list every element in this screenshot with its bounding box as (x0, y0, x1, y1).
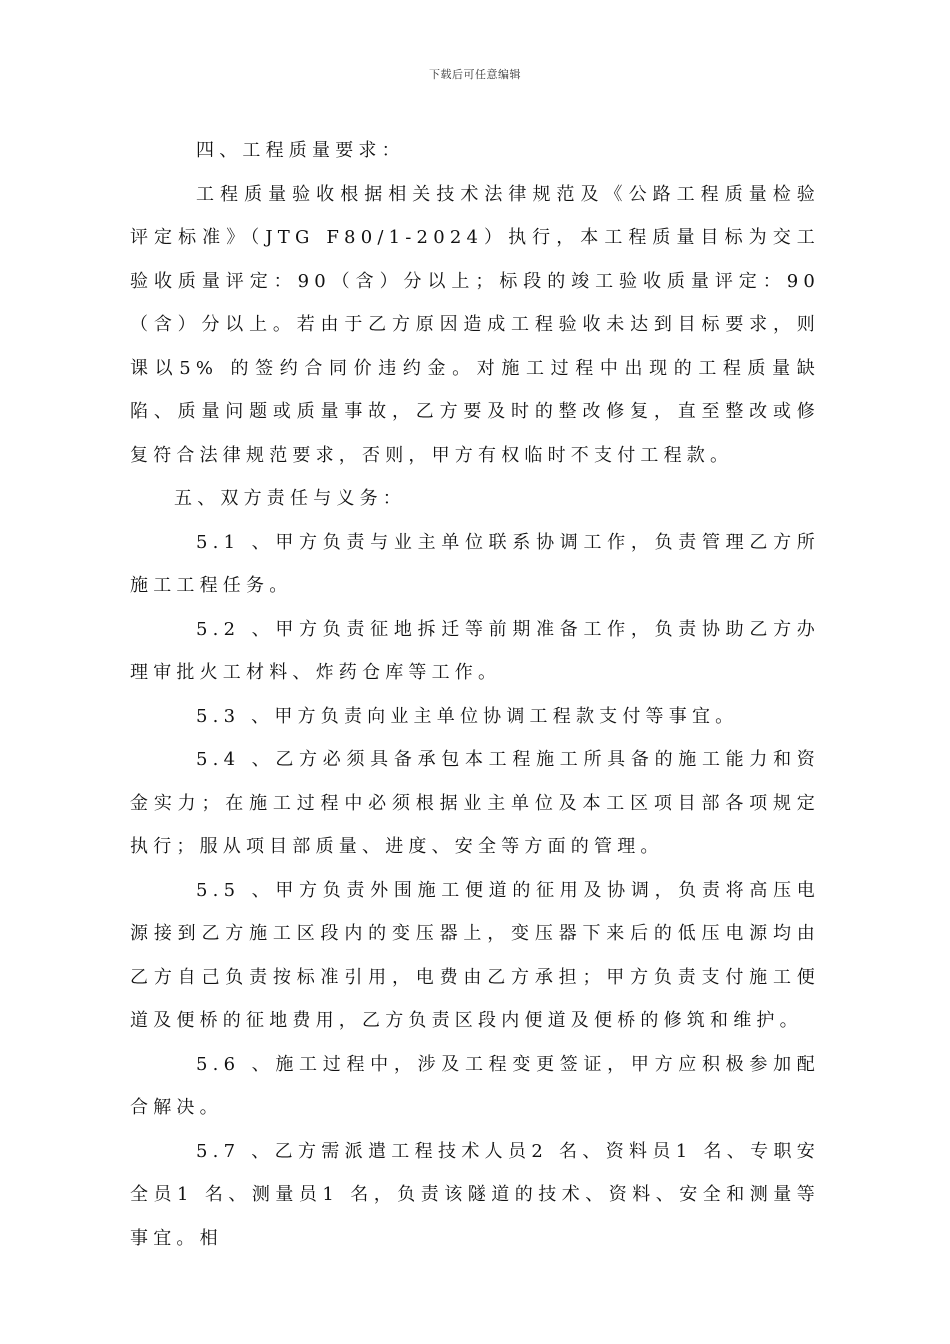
clause-5-3: 5.3 、甲方负责向业主单位协调工程款支付等事宜。 (196, 705, 739, 727)
clause-5-4: 5.4 、乙方必须具备承包本工程施工所具备的施工能力和资金实力；在施工过程中必须根据业主单位及本工区项目部各项规定执行；服从项目部质量、进度、安全等方面的管理。 (130, 749, 820, 857)
clause-5-2: 5.2 、甲方负责征地拆迁等前期准备工作，负责协助乙方办理审批火工材料、炸药仓库等工作。 (130, 618, 820, 683)
page-header: 下载后可任意编辑 (429, 68, 521, 81)
section-4-body: 工程质量验收根据相关技术法律规范及《公路工程质量检验评定标准》（JTG F80/1-2024）执行，本工程质量目标为交工验收质量评定：90（含）分以上；标段的竣工验收质量评定：90（含）分以上。若由于乙方原因造成工程验收未达到目标要求，则课以5% 的签约合同价违约金。对施工过程中出现的工程质量缺陷、质量问题或质量事故，乙方要及时的整改修复，直至整改或修复符合法律规范要求，否则，甲方有权临时不支付工程款。 (130, 183, 820, 466)
section-5-title: 五、双方责任与义务： (174, 488, 406, 509)
clause-5-7: 5.7 、乙方需派遣工程技术人员2 名、资料员1 名、专职安全员1 名、测量员1 名，负责该隧道的技术、资料、安全和测量等事宜。相 (130, 1140, 820, 1249)
clause-5-5: 5.5 、甲方负责外围施工便道的征用及协调，负责将高压电源接到乙方施工区段内的变压器上，变压器下来后的低压电源均由乙方自己负责按标准引用，电费由乙方承担；甲方负责支付施工便道及便桥的征地费用，乙方负责区段内便道及便桥的修筑和维护。 (130, 879, 820, 1031)
clause-5-1: 5.1 、甲方负责与业主单位联系协调工作，负责管理乙方所施工工程任务。 (130, 531, 820, 596)
section-4-title: 四、工程质量要求： (196, 140, 405, 161)
clause-5-6: 5.6 、施工过程中，涉及工程变更签证，甲方应积极参加配合解决。 (130, 1053, 820, 1118)
document-body (130, 129, 820, 1260)
